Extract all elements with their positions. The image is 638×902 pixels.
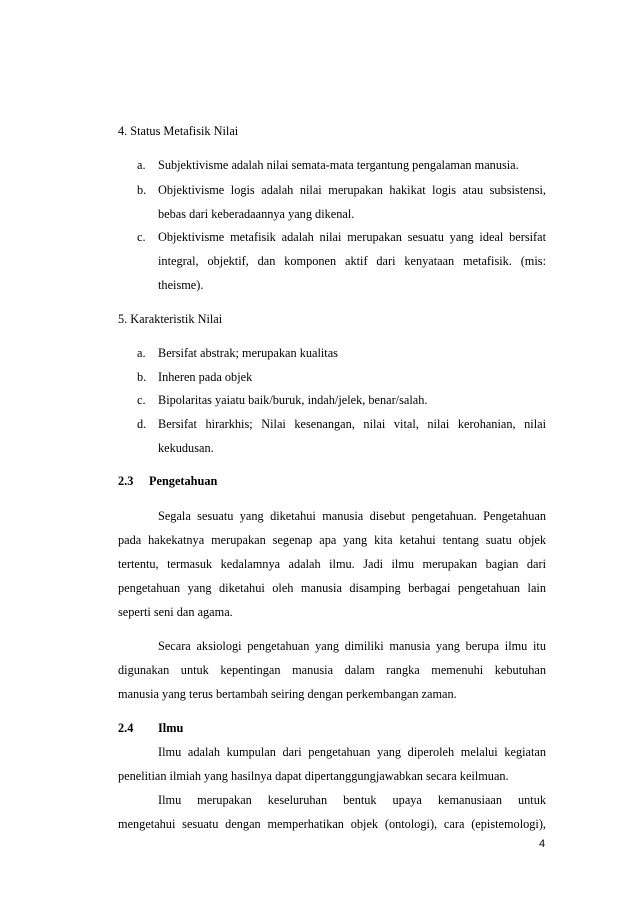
list-item-line: Objektivisme metafisik adalah nilai merupakan sesuatu yang ideal bersifat: [158, 230, 546, 244]
section-2-4-title: Ilmu: [158, 721, 184, 735]
page-number: 4: [539, 838, 546, 850]
paragraph-line: pengetahuan yang diketahui oleh manusia disamping berbagai pengetahuan lain: [118, 581, 546, 595]
section-2-3-title: Pengetahuan: [149, 474, 218, 488]
list-marker: a.: [137, 158, 146, 172]
list-item-line: Bersifat hirarkhis; Nilai kesenangan, nilai vital, nilai kerohanian, nilai: [158, 417, 546, 431]
list-marker: b.: [137, 370, 147, 384]
list-marker: c.: [137, 230, 146, 244]
paragraph-line: Segala sesuatu yang diketahui manusia disebut pengetahuan. Pengetahuan: [158, 509, 546, 523]
list-marker: b.: [137, 183, 147, 197]
list-marker: a.: [137, 346, 146, 360]
list-item-line: bebas dari keberadaannya yang dikenal.: [158, 207, 355, 221]
paragraph-line: mengetahui sesuatu dengan memperhatikan objek (ontologi), cara (epistemologi),: [118, 817, 546, 831]
section-2-3-number: 2.3: [118, 474, 134, 488]
section-5-title: 5. Karakteristik Nilai: [118, 312, 223, 326]
list-item-line: integral, objektif, dan komponen aktif dari kenyataan metafisik. (mis:: [158, 254, 546, 268]
section-2-4-number: 2.4: [118, 721, 134, 735]
paragraph-line: seperti seni dan agama.: [118, 605, 233, 619]
section-4-title: 4. Status Metafisik Nilai: [118, 124, 239, 138]
list-item-line: Bipolaritas yaiatu baik/buruk, indah/jelek, benar/salah.: [158, 393, 428, 407]
paragraph-line: Ilmu merupakan keseluruhan bentuk upaya kemanusiaan untuk: [158, 793, 546, 807]
list-marker: c.: [137, 393, 146, 407]
list-marker: d.: [137, 417, 147, 431]
list-item-line: theisme).: [158, 278, 204, 292]
list-item-line: Subjektivisme adalah nilai semata-mata tergantung pengalaman manusia.: [158, 158, 519, 172]
list-item-line: Bersifat abstrak; merupakan kualitas: [158, 346, 338, 360]
list-item-line: kekudusan.: [158, 441, 214, 455]
paragraph-line: digunakan untuk kepentingan manusia dalam rangka memenuhi kebutuhan: [118, 663, 546, 677]
paragraph-line: Ilmu adalah kumpulan dari pengetahuan yang diperoleh melalui kegiatan: [158, 745, 546, 759]
paragraph-line: manusia yang terus bertambah seiring dengan perkembangan zaman.: [118, 687, 457, 701]
paragraph-line: pada hakekatnya merupakan segenap apa yang kita ketahui tentang suatu objek: [118, 533, 546, 547]
paragraph-line: tertentu, termasuk kedalamnya adalah ilmu. Jadi ilmu merupakan bagian dari: [118, 557, 546, 571]
list-item-line: Objektivisme logis adalah nilai merupakan hakikat logis atau subsistensi,: [158, 183, 546, 197]
list-item-line: Inheren pada objek: [158, 370, 253, 384]
paragraph-line: penelitian ilmiah yang hasilnya dapat dipertanggungjawabkan secara keilmuan.: [118, 769, 509, 783]
paragraph-line: Secara aksiologi pengetahuan yang dimiliki manusia yang berupa ilmu itu: [158, 639, 546, 653]
